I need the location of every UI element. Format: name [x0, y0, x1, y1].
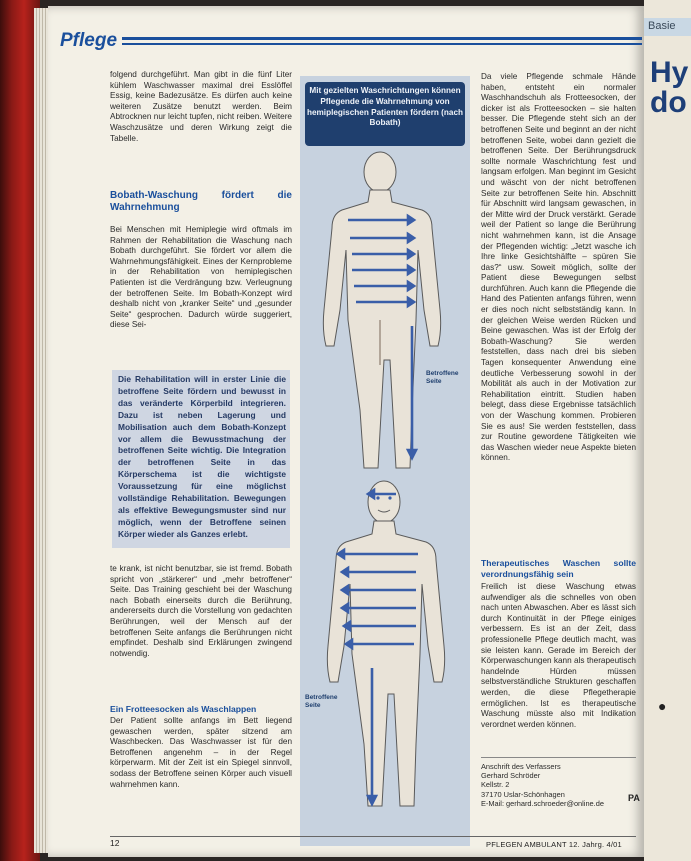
- author-address: Anschrift des Verfassers Gerhard Schröder Kellstr. 2 37170 Uslar-Schönhagen E-Mail: gerhard.schroeder@online.de: [481, 762, 604, 808]
- page-number: 12: [110, 838, 120, 848]
- header-rule: [122, 37, 642, 40]
- column1-body2: te krank, ist nicht benutzbar, sie ist fremd. Bobath spricht von „stärkerer“ und „mehr betroffener“ Seite. Das Training geschieht bei der Waschung nach Bobath einerseits durch die Berührung, andererseits durch die Vorstellung von gedachten Berührungen, weil der Mensch auf der betroffenen Seite anfangs die Berührungen nicht empfindet. Deshalb sind Erklärungen zwingend notwendig.: [110, 564, 292, 658]
- section-title: Pflege: [60, 30, 118, 51]
- address-rule: [481, 757, 636, 758]
- label-affected-side-bottom: Betroffene Seite: [305, 694, 338, 709]
- adjacent-page: [644, 0, 691, 861]
- heading-bobath: Bobath-Waschung fördert die Wahrnehmung: [110, 190, 292, 213]
- column3-body2: Freilich ist diese Waschung etwas aufwendiger als die schnelles von oben nach unten Abwaschen. Aber es lässt sich durch Kontinuität in der Pflege einiges verbessern. Es ist an der Zeit, dass professionelle Pflege deutlich macht, was sie leisten kann. Gerade im Bereich der Körperwaschungen kann als therapeutisch handelnde Hürden müssen selbstverständliche Strukturen geschaffen werden, die diese Pflegetherapie ermöglichen. Ist es therapeutische Waschung müsste also mit Indikation verordnet werden können.: [481, 582, 636, 729]
- header-rule-secondary: [122, 43, 642, 45]
- adjacent-headline: Hy do: [650, 56, 689, 119]
- callout-text: Die Rehabilitation will in erster Linie die betroffene Seite fördern und bewusst in das veränderte Körperbild integrieren. Dazu ist neben Lagerung und Mobilisation auch dem Bobath-Konzept vor allem die Bewusstmachung der betroffenen Seite wichtig. Die Integration der betroffenen Seite in das Körperschema ist die wichtigste Voraussetzung für eine möglichst vollständige Rehabilitation. Bewegungen als effektive Bewegungsmuster sind nur möglich, wenn der Betroffene seinen Körper wieder als Ganzes erlebt.: [118, 374, 286, 539]
- column1-body1: Bei Menschen mit Hemiplegie wird oftmals im Rahmen der Rehabilitation die Waschung nach Bobath durchgeführt. Sie fördert vor allem die Wahrnehmungsfähigkeit. Eines der Kernprobleme in der Rehabilitation von hemiplegischen Patienten ist die Verdrängung bzw. Verleugnung der betroffenen Seite. Im Bobath-Konzept wird deshalb nicht von „kranker Seite“ und „gesunder Seite“ gesprochen. Dadurch würde suggeriert, diese Sei-: [110, 225, 292, 330]
- publisher-badge: PA: [628, 793, 640, 803]
- adjacent-bullet: ●: [658, 698, 667, 714]
- label-affected-side-top: Betroffene Seite: [426, 370, 459, 385]
- column3-body1: Da viele Pflegende schmale Hände haben, entsteht ein normaler Waschhandschuh als Frotteesocken, der dicker ist als Frotteesocken – sie halten besser. Die Pflegende steht sich an der betroffenen Seite und beginnt an der nicht betroffenen Seite, wobei dann gezielt die betroffenen Seite. Der Berührungsdruck sollte normale Waschrichtung fest und langsam erfolgen. Man beginnt im Gesicht und wäscht von der nicht betroffenen Seite zur betroffenen Seite hin. Abschnitt für Abschnitt wird langsam gewaschen, in der Mitte wird der Druck verstärkt. Gerade weil der Patient so lange die Berührung nicht wahrnehmen kann, ist die Ansage der Pflegenden wichtig: „Jetzt wasche ich Ihre linke Gesichtshälfte – spüren Sie das?“ usw. Soweit möglich, sollte der Patient diese Bewegungen selbst durchführen. Auch kann die Pflegende die Hand des Patienten anfangs führen, wenn er dies noch nicht selbstständig kann. In der gleichen Weise werden Rücken und Beine gewaschen. Was ist der Erfolg der Bobath-Waschung? Sie werden feststellen, dass nach drei bis sieben Tagen konsequenter Anwendung eine deutliche Verbesserung sowohl in der Mobilität als auch in der Motivation zur Rehabilitation eintritt. Studien haben belegt, dass diese Ergebnisse tatsächlich von der Waschung kommen. Probieren Sie es aus! Sie werden feststellen, dass zur Routine gewordene Tätigkeiten wie das Waschen wieder neue Aspekte bieten können.: [481, 72, 636, 463]
- footer-rule: [110, 836, 636, 837]
- heading-therapeutisch: Therapeutisches Waschen sollte verordnungsfähig sein: [481, 558, 636, 579]
- figure-caption: Mit gezielten Waschrichtungen können Pflegende die Wahrnehmung von hemiplegischen Patienten fördern (nach Bobath): [306, 86, 464, 128]
- heading-frotteesocken: Ein Frotteesocken als Waschlappen: [110, 704, 257, 714]
- adjacent-tab-label: Basie: [648, 20, 676, 32]
- column1-body3: Der Patient sollte anfangs im Bett liegend gewaschen werden, später sitzend am Waschbecken. Das Waschwasser ist für den Betroffenen angenehm – in der Regel körperwarm. Mit der Zeit ist ein Spiegel sinnvoll, sodass der Betroffene seinen Körper auch visuell wahrnehmen kann.: [110, 716, 292, 789]
- body-front-illustration: [300, 478, 470, 818]
- column1-intro: folgend durchgeführt. Man gibt in die fünf Liter kühlem Waschwasser maximal drei Esslöffel Essig, keine Badezusätze. Es dürfen auch keine weiteren Zusätze benutzt werden. Beim Abtrocknen nur leicht tupfen, nicht reiben. Weitere Waschzusätze und deren Wirkung zeigt die Tabelle.: [110, 70, 292, 143]
- journal-footer: PFLEGEN AMBULANT 12. Jahrg. 4/01: [486, 840, 622, 849]
- body-back-illustration: [300, 150, 470, 480]
